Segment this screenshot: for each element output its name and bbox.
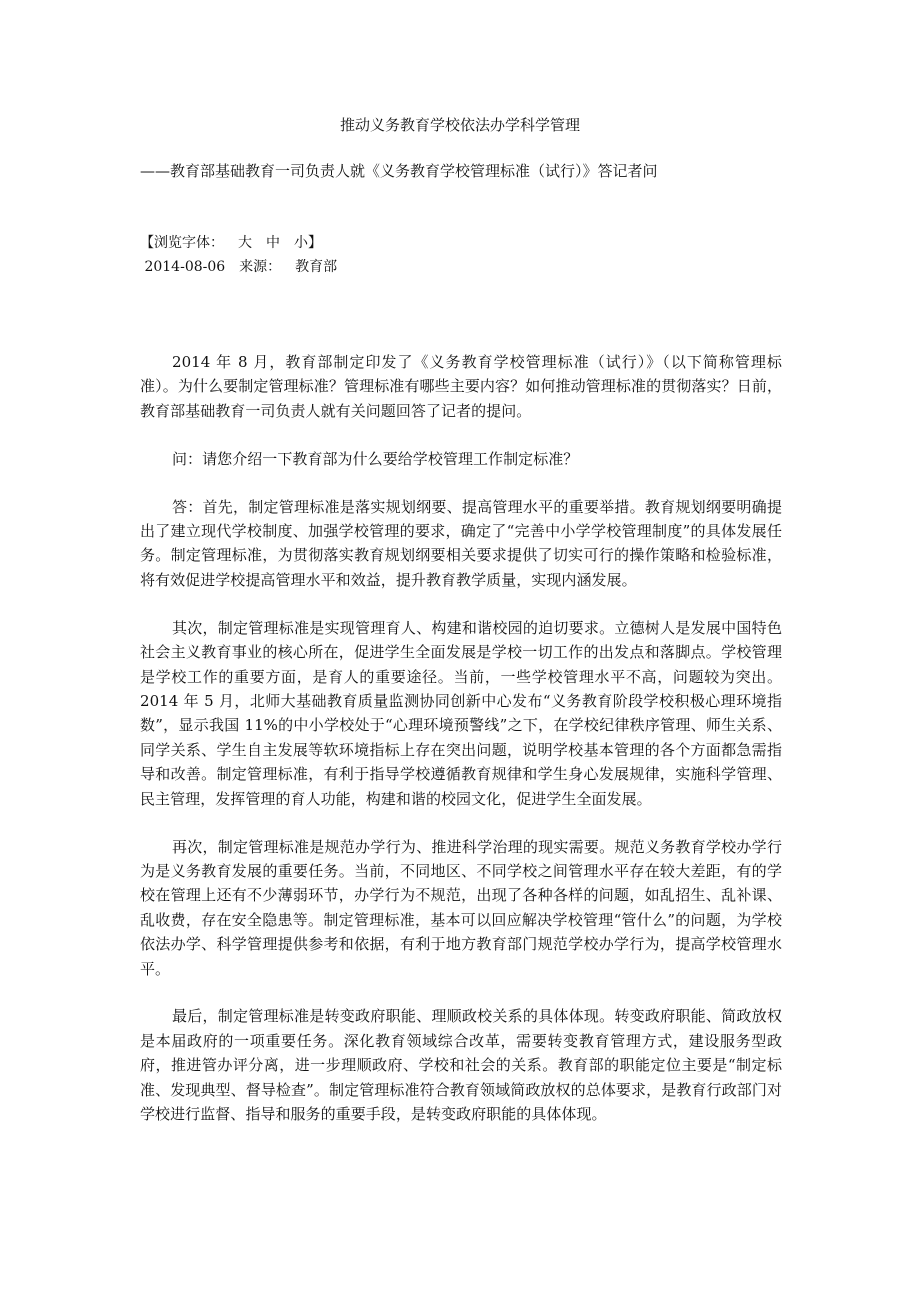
date-source-row xyxy=(140,255,337,279)
font-size-large-link[interactable]: 大 xyxy=(238,235,252,251)
font-size-label: 【浏览字体： xyxy=(140,235,224,251)
font-size-medium-link[interactable]: 中 xyxy=(266,235,280,251)
paragraph-intro: 2014 年 8 月，教育部制定印发了《义务教育学校管理标准（试行）》（以下简称管理标准）。为什么要制定管理标准？管理标准有哪些主要内容？如何推动管理标准的贯彻落实？日前，教育部基础教育一司负责人就有关问题回答了记者的提问。 xyxy=(140,353,782,420)
article-body xyxy=(140,350,782,1150)
article-meta xyxy=(140,231,337,279)
font-size-selector xyxy=(140,231,337,255)
paragraph-question: 问：请您介绍一下教育部为什么要给学校管理工作制定标准？ xyxy=(172,449,579,468)
document-title: 推动义务教育学校依法办学科学管理 xyxy=(339,116,580,134)
paragraph-answer-second: 其次，制定管理标准是实现管理育人、构建和谐校园的迫切要求。立德树人是发展中国特色社会主义教育事业的核心所在，促进学生全面发展是学校一切工作的出发点和落脚点。学校管理是学校工作的重要方面，是育人的重要途径。当前，一些学校管理水平不高，问题较为突出。2014 年 5 月，北师大基础教育质量监测协同创新中心发布“义务教育阶段学校积极心理环境指数”，显示我国 11%的中小学校处于“心理环境预警线”之下，在学校纪律秩序管理、师生关系、同学关系、学生自主发展等软环境指标上存在突出问题，说明学校基本管理的各个方面都急需指导和改善。制定管理标准，有利于指导学校遵循教育规律和学生身心发展规律，实施科学管理、民主管理，发挥管理的育人功能，构建和谐的校园文化，促进学生全面发展。 xyxy=(140,618,782,808)
font-size-close: 】 xyxy=(308,235,322,251)
publish-date: 2014-08-06 xyxy=(144,259,226,275)
paragraph-answer-first: 答：首先，制定管理标准是落实规划纲要、提高管理水平的重要举措。教育规划纲要明确提出了建立现代学校制度、加强学校管理的要求，确定了“完善中小学学校管理制度”的具体发展任务。制定管理标准，为贯彻落实教育规划纲要相关要求提供了切实可行的操作策略和检验标准，将有效促进学校提高管理水平和效益，提升教育教学质量，实现内涵发展。 xyxy=(140,497,782,589)
document-subtitle: ——教育部基础教育一司负责人就《义务教育学校管理标准（试行）》答记者问 xyxy=(140,162,658,180)
paragraph-answer-third: 再次，制定管理标准是规范办学行为、推进科学治理的现实需要。规范义务教育学校办学行为是义务教育发展的重要任务。当前，不同地区、不同学校之间管理水平存在较大差距，有的学校在管理上还有不少薄弱环节，办学行为不规范，出现了各种各样的问题，如乱招生、乱补课、乱收费，存在安全隐患等。制定管理标准，基本可以回应解决学校管理“管什么”的问题，为学校依法办学、科学管理提供参考和依据，有利于地方教育部门规范学校办学行为，提高学校管理水平。 xyxy=(140,837,782,978)
source-label: 来源： xyxy=(239,259,282,275)
source-name: 教育部 xyxy=(295,259,338,275)
font-size-small-link[interactable]: 小 xyxy=(294,235,308,251)
paragraph-answer-last: 最后，制定管理标准是转变政府职能、理顺政校关系的具体体现。转变政府职能、简政放权是本届政府的一项重要任务。深化教育领域综合改革，需要转变教育管理方式，建设服务型政府，推进管办评分离，进一步理顺政府、学校和社会的关系。教育部的职能定位主要是“制定标准、发现典型、督导检查”。制定管理标准符合教育领域简政放权的总体要求，是教育行政部门对学校进行监督、指导和服务的重要手段，是转变政府职能的具体体现。 xyxy=(140,1007,782,1124)
